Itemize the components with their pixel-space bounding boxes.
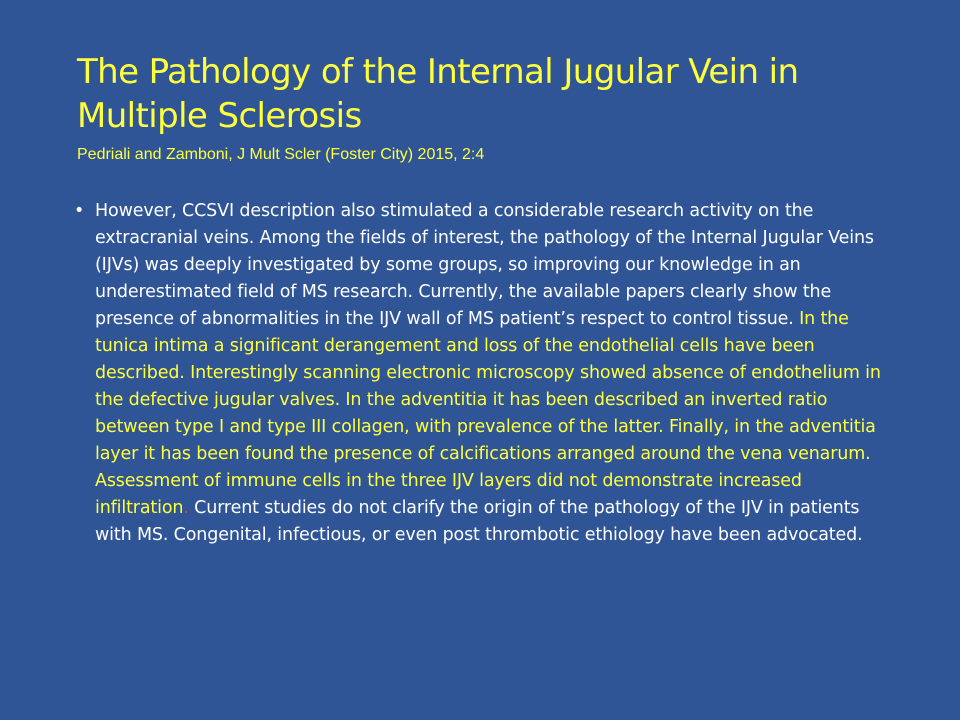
bullet-item	[74, 198, 889, 549]
bullet-dot-icon: •	[74, 201, 85, 221]
bullet-text-highlight: In the tunica intima a significant derangement and loss of the endothelial cells have been described. Interestingly scanning electronic microscopy showed absence of endothelium in the defective jugular valves. In the adventitia it has been described an inverted ratio between type I and type III collagen, with prevalence of the latter. Finally, in the adventitia layer it has been found the presence of calcifications arranged around the vena venarum. Assessment of immune cells in the three IJV layers did not demonstrate increased infiltration	[95, 309, 881, 518]
citation: Pedriali and Zamboni, J Mult Scler (Foster City) 2015, 2:4	[77, 146, 485, 163]
slide-title: The Pathology of the Internal Jugular Vein in Multiple Sclerosis	[77, 52, 799, 136]
bullet-text-conclusion: Current studies do not clarify the origin of the pathology of the IJV in patients with MS. Congenital, infectious, or even post thrombotic ethiology have been advocated.	[95, 498, 863, 545]
bullet-text-intro: However, CCSVI description also stimulated a considerable research activity on the extracranial veins. Among the fields of interest, the pathology of the Internal Jugular Veins (IJVs) was deeply investigated by some groups, so improving our knowledge in an underestimated field of MS research. Currently, the available papers clearly show the presence of abnormalities in the IJV wall of MS patient’s respect to control tissue	[95, 201, 874, 329]
bullet-list	[74, 198, 889, 549]
bullet-text-red-period: .	[183, 498, 189, 518]
bullet-text-period: .	[788, 309, 794, 329]
